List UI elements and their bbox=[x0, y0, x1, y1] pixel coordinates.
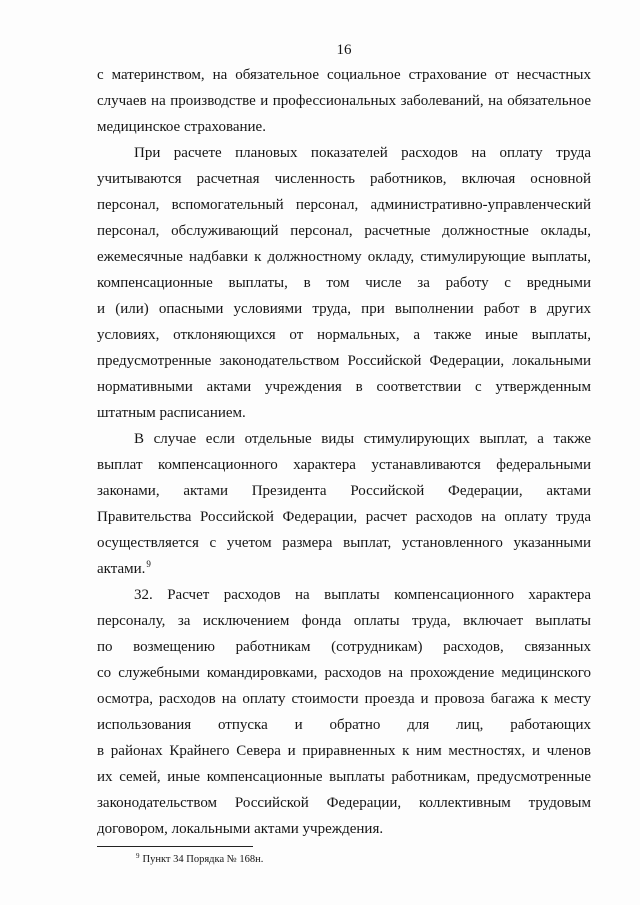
footnote-marker: 9 bbox=[136, 852, 140, 860]
text-line: При расчете плановых показателей расходов на оплату труда bbox=[134, 145, 591, 161]
text-line: по возмещению работникам (сотрудникам) расходов, связанных bbox=[97, 639, 591, 655]
text-line: персонал, вспомогательный персонал, административно-управленческий bbox=[97, 197, 591, 213]
footnote-text: Пункт 34 Порядка № 168н. bbox=[142, 854, 264, 865]
text-line: с материнством, на обязательное социальное страхование от несчастных bbox=[97, 67, 591, 83]
text-line: ежемесячные надбавки к должностному окладу, стимулирующие выплаты, bbox=[97, 249, 591, 265]
text-line: использования отпуска и обратно для лиц, работающих bbox=[97, 717, 591, 733]
text-line: законами, актами Президента Российской Федерации, актами bbox=[97, 483, 591, 499]
text-line: осуществляется с учетом размера выплат, установленного указанными bbox=[97, 535, 591, 551]
text-line-content: актами. bbox=[97, 561, 146, 577]
text-line: медицинское страхование. bbox=[97, 119, 266, 135]
paragraph bbox=[97, 140, 591, 426]
text-line: в районах Крайнего Севера и приравненных к ним местностях, и членов bbox=[97, 743, 591, 759]
text-line: персоналу, за исключением фонда оплаты труда, включает выплаты bbox=[97, 613, 591, 629]
text-line: 32. Расчет расходов на выплаты компенсационного характера bbox=[134, 587, 591, 603]
text-line: персонал, обслуживающий персонал, расчетные должностные оклады, bbox=[97, 223, 591, 239]
text-line: и (или) опасными условиями труда, при выполнении работ в других bbox=[97, 301, 591, 317]
paragraph bbox=[97, 62, 591, 140]
text-line: нормативными актами учреждения в соответствии с утвержденным bbox=[97, 379, 591, 395]
text-line: штатным расписанием. bbox=[97, 405, 246, 421]
footnote-ref: 9 bbox=[146, 559, 151, 569]
text-line: их семей, иные компенсационные выплаты работникам, предусмотренные bbox=[97, 769, 591, 785]
footnote bbox=[136, 852, 263, 868]
text-line: выплат компенсационного характера устанавливаются федеральными bbox=[97, 457, 591, 473]
document-body bbox=[97, 62, 591, 842]
paragraph bbox=[97, 582, 591, 842]
text-line: предусмотренные законодательством Российской Федерации, локальными bbox=[97, 353, 591, 369]
text-line: компенсационные выплаты, в том числе за работу с вредными bbox=[97, 275, 591, 291]
page-number: 16 bbox=[336, 42, 352, 58]
text-line: случаев на производстве и профессиональных заболеваний, на обязательное bbox=[97, 93, 591, 109]
text-line: со служебными командировками, расходов на прохождение медицинского bbox=[97, 665, 591, 681]
text-line: В случае если отдельные виды стимулирующих выплат, а также bbox=[134, 431, 591, 447]
text-line bbox=[97, 556, 591, 582]
text-line: условиях, отклоняющихся от нормальных, а также иные выплаты, bbox=[97, 327, 591, 343]
text-line: учитываются расчетная численность работников, включая основной bbox=[97, 171, 591, 187]
footnote-separator bbox=[97, 846, 253, 847]
paragraph bbox=[97, 426, 591, 582]
text-line: законодательством Российской Федерации, коллективным трудовым bbox=[97, 795, 591, 811]
text-line: договором, локальными актами учреждения. bbox=[97, 821, 384, 837]
text-line: осмотра, расходов на оплату стоимости проезда и провоза багажа к месту bbox=[97, 691, 591, 707]
text-line: Правительства Российской Федерации, расчет расходов на оплату труда bbox=[97, 509, 591, 525]
